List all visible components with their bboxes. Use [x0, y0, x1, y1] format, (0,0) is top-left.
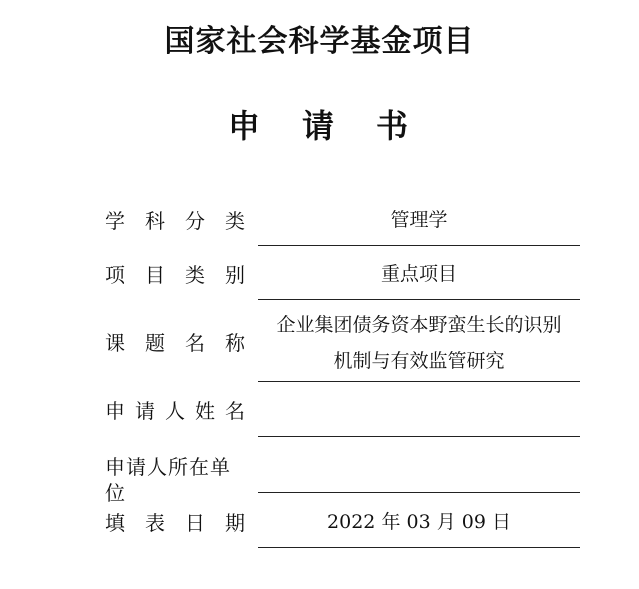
field-label-discipline	[105, 208, 245, 234]
field-value-project-title-line1: 企业集团债务资本野蛮生长的识别	[276, 314, 562, 336]
field-underline	[258, 245, 580, 246]
label-char: 请	[135, 399, 155, 423]
label-char: 填	[105, 511, 125, 535]
subtitle-char: 书	[376, 107, 409, 145]
label-char: 类	[185, 263, 205, 287]
label-char: 分	[185, 209, 205, 233]
field-value-project-title-line2: 机制与有效监管研究	[333, 350, 505, 372]
field-label-project-category	[105, 262, 245, 288]
label-char: 人	[165, 399, 185, 423]
field-label-applicant-institution	[105, 454, 245, 506]
field-value-fill-date: 2022 年 03 月 09 日	[327, 511, 511, 533]
label-char: 题	[145, 331, 165, 355]
label-text: 申请人所在单位	[105, 455, 231, 505]
label-char: 名	[225, 399, 245, 423]
subtitle-char: 请	[302, 107, 335, 145]
label-char: 期	[225, 511, 245, 535]
field-underline	[258, 436, 580, 437]
form-title: 国家社会科学基金项目	[164, 24, 475, 59]
label-char: 类	[225, 209, 245, 233]
label-char: 目	[145, 263, 165, 287]
field-label-applicant-name	[105, 398, 245, 424]
label-char: 日	[185, 511, 205, 535]
label-char: 学	[105, 209, 125, 233]
label-char: 称	[225, 331, 245, 355]
form-subtitle	[0, 106, 639, 146]
label-char: 别	[225, 263, 245, 287]
label-char: 表	[145, 511, 165, 535]
field-underline	[258, 381, 580, 382]
label-char: 项	[105, 263, 125, 287]
field-label-fill-date	[105, 510, 245, 536]
label-char: 科	[145, 209, 165, 233]
label-char: 名	[185, 331, 205, 355]
label-char: 申	[105, 399, 125, 423]
label-char: 姓	[195, 399, 215, 423]
field-value-discipline: 管理学	[390, 209, 448, 231]
subtitle-char: 申	[228, 107, 261, 145]
field-underline	[258, 547, 580, 548]
label-char: 课	[105, 331, 125, 355]
field-label-project-title	[105, 330, 245, 356]
field-underline	[258, 492, 580, 493]
field-underline	[258, 299, 580, 300]
field-value-project-category: 重点项目	[380, 263, 457, 285]
